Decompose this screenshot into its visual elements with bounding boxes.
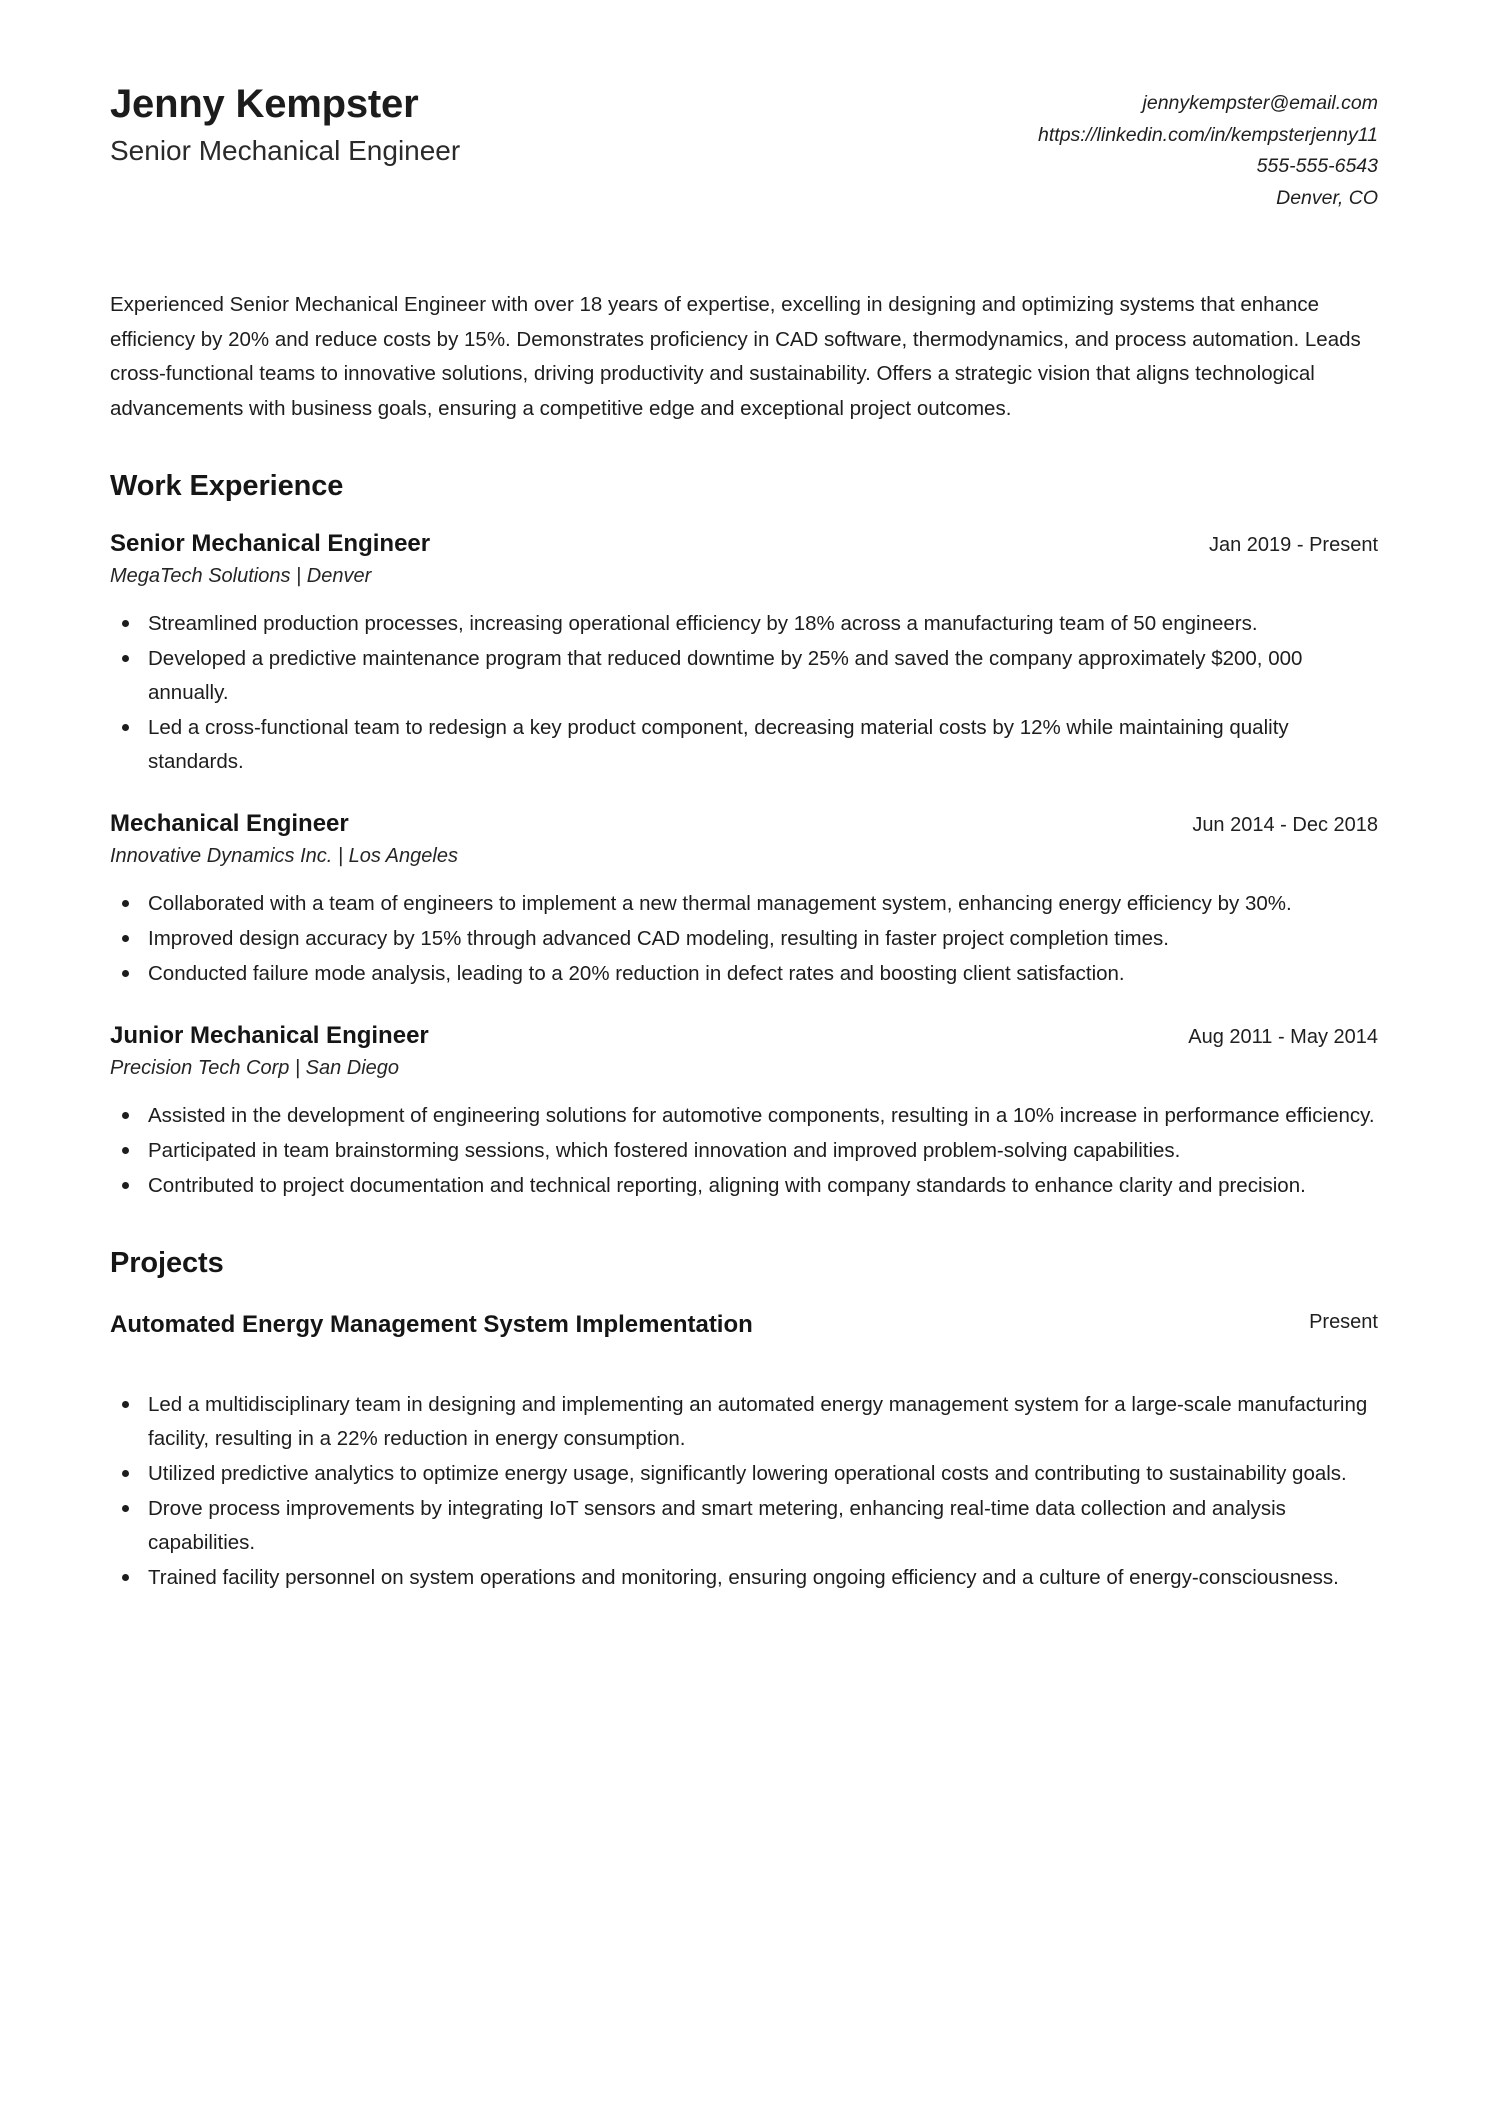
- bullet-dot-icon: [122, 970, 129, 977]
- bullet-text: Trained facility personnel on system operations and monitoring, ensuring ongoing efficiency and a culture of energy-consciousness.: [148, 1566, 1339, 1590]
- work-entry: [110, 529, 1378, 779]
- section-heading-projects: Projects: [110, 1247, 224, 1280]
- professional-summary: Experienced Senior Mechanical Engineer with over 18 years of expertise, excelling in designing and optimizing systems that enhance efficiency by 20% and reduce costs by 15%. Demonstrates proficiency in CAD software, thermodynamics, and process automation. Leads cross-functional teams to innovative solutions, driving productivity and sustainability. Offers a strategic vision that aligns technological advancements with business goals, ensuring a competitive edge and exceptional project outcomes.: [110, 293, 1361, 420]
- bullet-text: Led a multidisciplinary team in designing and implementing an automated energy management system for a large-scale manufacturing facility, resulting in a 22% reduction in energy consumption.: [148, 1393, 1368, 1451]
- bullet-dot-icon: [122, 1112, 129, 1119]
- bullet-item: [110, 1099, 1378, 1133]
- contact-linkedin[interactable]: https://linkedin.com/in/kempsterjenny11: [1038, 123, 1378, 146]
- bullet-text: Improved design accuracy by 15% through advanced CAD modeling, resulting in faster project completion times.: [148, 927, 1169, 951]
- bullet-text: Participated in team brainstorming sessions, which fostered innovation and improved problem-solving capabilities.: [148, 1139, 1181, 1163]
- bullet-dot-icon: [122, 1574, 129, 1581]
- bullet-text: Conducted failure mode analysis, leading to a 20% reduction in defect rates and boosting client satisfaction.: [148, 962, 1125, 986]
- contact-block: [1038, 78, 1378, 214]
- bullet-item: [110, 1169, 1378, 1203]
- work-entry-header: [110, 529, 1378, 559]
- bullet-item: [110, 1561, 1378, 1595]
- bullet-dot-icon: [122, 620, 129, 627]
- identity-block: [110, 78, 460, 169]
- bullet-dot-icon: [122, 1147, 129, 1154]
- section-work-experience: [110, 470, 1378, 1203]
- work-entry-bullets: [110, 607, 1378, 779]
- bullet-dot-icon: [122, 1182, 129, 1189]
- bullet-dot-icon: [122, 1470, 129, 1477]
- project-entry-title: Automated Energy Management System Implementation: [110, 1311, 753, 1339]
- bullet-item: [110, 607, 1378, 641]
- bullet-text: Developed a predictive maintenance program that reduced downtime by 25% and saved the company approximately $200, 000 annually.: [148, 647, 1303, 705]
- bullet-dot-icon: [122, 1505, 129, 1512]
- bullet-dot-icon: [122, 935, 129, 942]
- work-entry-header: [110, 1021, 1378, 1051]
- bullet-text: Drove process improvements by integrating IoT sensors and smart metering, enhancing real-time data collection and analysis capabilities.: [148, 1497, 1286, 1555]
- work-entry-header: [110, 809, 1378, 839]
- bullet-text: Streamlined production processes, increasing operational efficiency by 18% across a manufacturing team of 50 engineers.: [148, 612, 1258, 636]
- project-entry-header: [110, 1310, 1378, 1340]
- work-entry-bullets: [110, 1099, 1378, 1203]
- work-entry-organization: MegaTech Solutions | Denver: [110, 565, 372, 588]
- bullet-item: [110, 922, 1378, 956]
- bullet-dot-icon: [122, 900, 129, 907]
- bullet-item: [110, 1388, 1378, 1456]
- contact-location: Denver, CO: [1276, 186, 1378, 209]
- work-entry-organization: Innovative Dynamics Inc. | Los Angeles: [110, 845, 458, 868]
- resume-header: [110, 78, 1378, 214]
- section-projects: [110, 1247, 1378, 1595]
- bullet-text: Led a cross-functional team to redesign a key product component, decreasing material costs by 12% while maintaining quality standards.: [148, 716, 1289, 774]
- work-entry: [110, 1021, 1378, 1203]
- section-heading-work-experience: Work Experience: [110, 470, 344, 503]
- bullet-dot-icon: [122, 1401, 129, 1408]
- bullet-dot-icon: [122, 724, 129, 731]
- bullet-text: Assisted in the development of engineering solutions for automotive components, resulting in a 10% increase in performance efficiency.: [148, 1104, 1375, 1128]
- work-entry-role: Mechanical Engineer: [110, 810, 349, 838]
- bullet-item: [110, 887, 1378, 921]
- bullet-item: [110, 1457, 1378, 1491]
- project-entry-dates: Present: [1309, 1311, 1378, 1334]
- contact-phone[interactable]: 555-555-6543: [1256, 155, 1378, 178]
- project-entry: [110, 1310, 1378, 1595]
- work-entry-dates: Aug 2011 - May 2014: [1188, 1026, 1378, 1049]
- bullet-item: [110, 1134, 1378, 1168]
- bullet-item: [110, 1492, 1378, 1560]
- candidate-job-title: Senior Mechanical Engineer: [110, 134, 461, 166]
- work-entry: [110, 809, 1378, 991]
- bullet-item: [110, 957, 1378, 991]
- contact-email[interactable]: jennykempster@email.com: [1142, 92, 1378, 114]
- bullet-text: Collaborated with a team of engineers to implement a new thermal management system, enhancing energy efficiency by 30%.: [148, 892, 1292, 916]
- candidate-name: Jenny Kempster: [110, 82, 419, 126]
- bullet-item: [110, 642, 1378, 710]
- work-entry-role: Junior Mechanical Engineer: [110, 1022, 429, 1050]
- work-entry-role: Senior Mechanical Engineer: [110, 530, 431, 558]
- bullet-text: Utilized predictive analytics to optimize energy usage, significantly lowering operational costs and contributing to sustainability goals.: [148, 1462, 1347, 1486]
- bullet-item: [110, 711, 1378, 779]
- bullet-dot-icon: [122, 655, 129, 662]
- work-entry-dates: Jun 2014 - Dec 2018: [1192, 814, 1378, 837]
- project-entry-bullets: [110, 1388, 1378, 1595]
- bullet-text: Contributed to project documentation and technical reporting, aligning with company standards to enhance clarity and precision.: [148, 1174, 1306, 1198]
- work-entry-bullets: [110, 887, 1378, 991]
- work-entry-dates: Jan 2019 - Present: [1209, 534, 1378, 557]
- work-entry-organization: Precision Tech Corp | San Diego: [110, 1057, 400, 1080]
